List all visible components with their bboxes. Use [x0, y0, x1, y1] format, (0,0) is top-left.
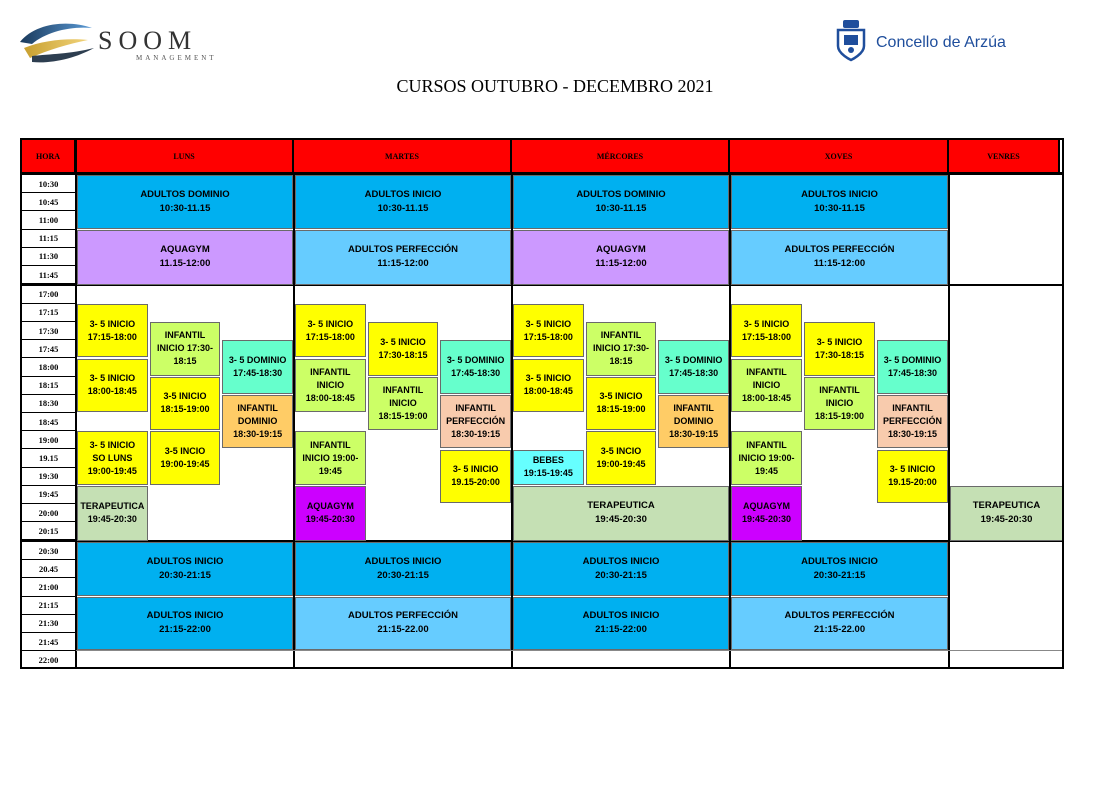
time-label: 10:45 — [22, 193, 76, 211]
header-day-2: MÉRCORES — [512, 140, 730, 173]
header-hora: HORA — [22, 140, 76, 173]
time-label: 11:45 — [22, 266, 76, 284]
class-block[interactable]: 3- 5 INICIO 17:30-18:15 — [368, 322, 439, 376]
class-block[interactable]: 3- 5 INICIO 19.15-20:00 — [440, 450, 511, 504]
time-label: 17:45 — [22, 340, 76, 358]
class-block[interactable]: ADULTOS INICIO 10:30-11.15 — [731, 175, 948, 229]
class-block[interactable]: 3- 5 INICIO 19.15-20:00 — [877, 450, 948, 504]
time-label: 22:00 — [22, 651, 76, 669]
day-divider — [948, 175, 950, 669]
time-label: 20:00 — [22, 504, 76, 522]
class-block[interactable]: ADULTOS INICIO 20:30-21:15 — [77, 542, 293, 596]
class-block[interactable]: ADULTOS PERFECCIÓN 21:15-22.00 — [295, 597, 511, 651]
time-label: 17:15 — [22, 304, 76, 322]
time-label: 10:30 — [22, 175, 76, 193]
class-block[interactable]: INFANTIL INICIO 18:15-19:00 — [368, 377, 439, 431]
class-block[interactable]: ADULTOS PERFECCIÓN 21:15-22.00 — [731, 597, 948, 651]
class-block[interactable]: 3- 5 DOMINIO 17:45-18:30 — [658, 340, 729, 394]
time-label: 18:45 — [22, 413, 76, 431]
soom-management-logo — [18, 18, 238, 68]
header-day-4: VENRES — [949, 140, 1060, 173]
class-block[interactable]: 3- 5 INICIO 17:30-18:15 — [804, 322, 875, 376]
class-block[interactable]: 3-5 INCIO 19:00-19:45 — [150, 431, 221, 485]
class-block[interactable]: TERAPEUTICA 19:45-20:30 — [513, 486, 729, 541]
class-block[interactable]: ADULTOS INICIO 20:30-21:15 — [295, 542, 511, 596]
time-label: 19:45 — [22, 486, 76, 504]
header-day-1: MARTES — [294, 140, 512, 173]
time-label: 18:00 — [22, 359, 76, 377]
bottom-row-line — [76, 650, 1063, 651]
class-block[interactable]: INFANTIL PERFECCIÓN 18:30-19:15 — [877, 395, 948, 449]
time-label: 11:15 — [22, 230, 76, 248]
class-block[interactable]: 3- 5 DOMINIO 17:45-18:30 — [222, 340, 293, 394]
class-block[interactable]: INFANTIL INICIO 18:00-18:45 — [731, 359, 802, 413]
time-label: 20:15 — [22, 522, 76, 540]
time-label: 19:30 — [22, 468, 76, 486]
class-block[interactable]: 3- 5 INICIO SO LUNS 19:00-19:45 — [77, 431, 148, 485]
time-label: 19.15 — [22, 450, 76, 468]
class-block[interactable]: ADULTOS INICIO 21:15-22:00 — [77, 597, 293, 651]
class-block[interactable]: 3- 5 INICIO 18:00-18:45 — [77, 359, 148, 413]
class-block[interactable]: INFANTIL PERFECCIÓN 18:30-19:15 — [440, 395, 511, 449]
class-block[interactable]: 3- 5 DOMINIO 17:45-18:30 — [877, 340, 948, 394]
class-block[interactable]: INFANTIL INICIO 17:30- 18:15 — [150, 322, 221, 376]
class-block[interactable]: ADULTOS INICIO 21:15-22:00 — [513, 597, 729, 651]
class-block[interactable]: ADULTOS INICIO 20:30-21:15 — [731, 542, 948, 596]
class-block[interactable]: ADULTOS PERFECCIÓN 11:15-12:00 — [731, 230, 948, 285]
brand-name: SOOM — [98, 26, 198, 55]
class-block[interactable]: ADULTOS PERFECCIÓN 11:15-12:00 — [295, 230, 511, 285]
page-title: CURSOS OUTUBRO - DECEMBRO 2021 — [396, 76, 714, 96]
time-label: 11:00 — [22, 211, 76, 229]
class-block[interactable]: INFANTIL INICIO 18:00-18:45 — [295, 359, 366, 413]
class-block[interactable]: AQUAGYM 19:45-20:30 — [295, 486, 366, 541]
time-label: 21:15 — [22, 597, 76, 615]
class-block[interactable]: 3- 5 INICIO 17:15-18:00 — [295, 304, 366, 358]
class-block[interactable]: AQUAGYM 19:45-20:30 — [731, 486, 802, 541]
time-label: 18:15 — [22, 377, 76, 395]
class-block[interactable]: ADULTOS INICIO 20:30-21:15 — [513, 542, 729, 596]
time-label: 20:30 — [22, 542, 76, 560]
time-label: 19:00 — [22, 431, 76, 449]
class-block[interactable]: 3- 5 INICIO 18:00-18:45 — [513, 359, 584, 413]
class-block[interactable]: 3-5 INCIO 19:00-19:45 — [586, 431, 657, 485]
class-block[interactable]: BEBES 19:15-19:45 — [513, 450, 584, 485]
time-label: 17:00 — [22, 286, 76, 304]
class-block[interactable]: INFANTIL INICIO 19:00- 19:45 — [295, 431, 366, 485]
class-block[interactable]: 3- 5 INICIO 17:15-18:00 — [513, 304, 584, 358]
time-label: 18:30 — [22, 395, 76, 413]
concello-logo — [834, 18, 1074, 68]
class-block[interactable]: AQUAGYM 11.15-12:00 — [77, 230, 293, 285]
class-block[interactable]: ADULTOS DOMINIO 10:30-11.15 — [77, 175, 293, 229]
time-label: 20.45 — [22, 560, 76, 578]
class-block[interactable]: 3- 5 INICIO 17:15-18:00 — [77, 304, 148, 358]
time-label: 21:45 — [22, 633, 76, 651]
soom-swoosh-icon — [18, 18, 96, 64]
class-block[interactable]: 3-5 INICIO 18:15-19:00 — [150, 377, 221, 431]
class-block[interactable]: ADULTOS INICIO 10:30-11.15 — [295, 175, 511, 229]
time-label: 21:00 — [22, 578, 76, 596]
class-block[interactable]: INFANTIL INICIO 18:15-19:00 — [804, 377, 875, 431]
time-label: 11:30 — [22, 248, 76, 266]
time-label: 17:30 — [22, 322, 76, 340]
class-block[interactable]: 3-5 INICIO 18:15-19:00 — [586, 377, 657, 431]
header-day-3: XOVES — [730, 140, 949, 173]
class-block[interactable]: TERAPEUTICA 19:45-20:30 — [77, 486, 148, 541]
class-block[interactable]: 3- 5 INICIO 17:15-18:00 — [731, 304, 802, 358]
class-block[interactable]: AQUAGYM 11:15-12:00 — [513, 230, 729, 285]
class-block[interactable]: INFANTIL INICIO 19:00- 19:45 — [731, 431, 802, 485]
class-block[interactable]: INFANTIL DOMINIO 18:30-19:15 — [222, 395, 293, 449]
class-block[interactable]: INFANTIL INICIO 17:30- 18:15 — [586, 322, 657, 376]
coat-of-arms-icon — [834, 18, 868, 62]
class-block[interactable]: 3- 5 DOMINIO 17:45-18:30 — [440, 340, 511, 394]
brand-tagline: MANAGEMENT — [136, 54, 217, 62]
class-block[interactable]: INFANTIL DOMINIO 18:30-19:15 — [658, 395, 729, 449]
class-block[interactable]: ADULTOS DOMINIO 10:30-11.15 — [513, 175, 729, 229]
header-day-0: LUNS — [76, 140, 294, 173]
class-block[interactable]: TERAPEUTICA 19:45-20:30 — [950, 486, 1063, 541]
time-label: 21:30 — [22, 615, 76, 633]
concello-name: Concello de Arzúa — [876, 34, 1006, 51]
